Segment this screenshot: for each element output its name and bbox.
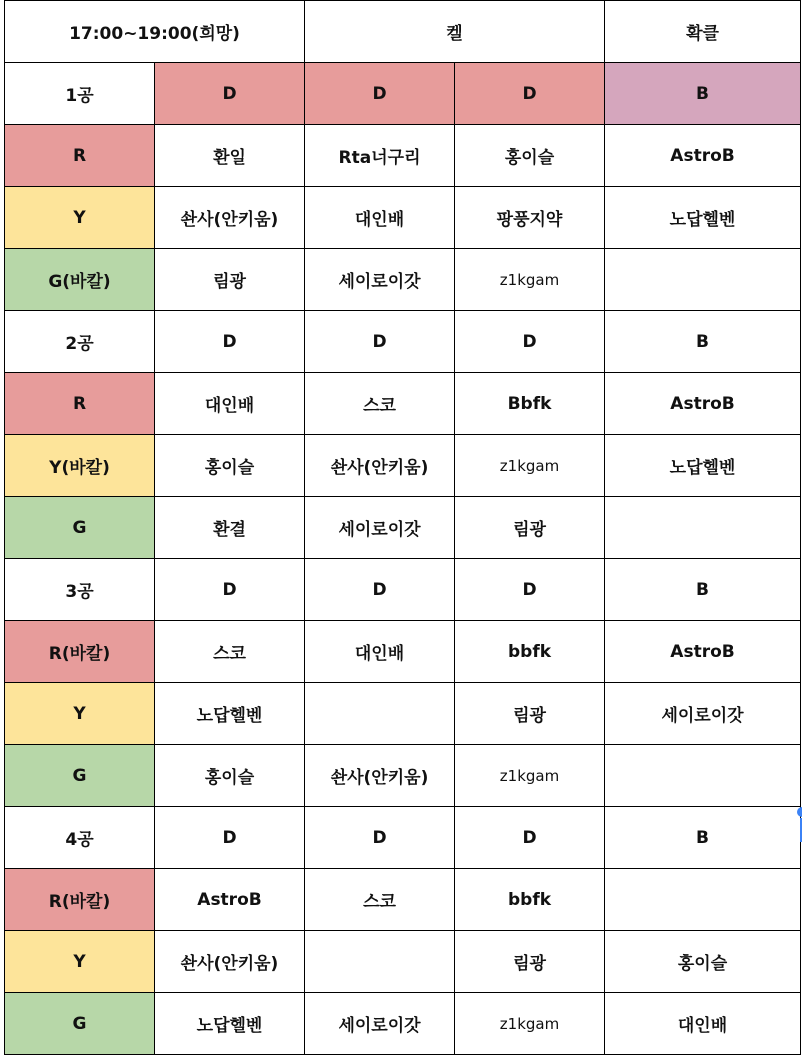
member-cell[interactable] (605, 497, 801, 559)
member-cell[interactable]: 림광 (455, 931, 605, 993)
party-label[interactable]: G (5, 993, 155, 1055)
member-cell[interactable]: bbfk (455, 869, 605, 931)
party-row (5, 931, 801, 993)
member-cell[interactable]: 림광 (455, 497, 605, 559)
raid-group-row (5, 311, 801, 373)
member-cell[interactable]: 세이로이갓 (305, 249, 455, 311)
party-label[interactable]: Y (5, 931, 155, 993)
member-cell[interactable]: 세이로이갓 (305, 497, 455, 559)
party-label[interactable]: G (5, 745, 155, 807)
party-row (5, 745, 801, 807)
party-label[interactable]: R (5, 373, 155, 435)
difficulty-cell[interactable]: D (455, 63, 605, 125)
party-row (5, 869, 801, 931)
difficulty-cell[interactable]: D (155, 63, 305, 125)
difficulty-cell[interactable]: D (155, 559, 305, 621)
selection-handle[interactable] (797, 807, 802, 817)
member-cell[interactable] (605, 249, 801, 311)
party-row (5, 373, 801, 435)
member-cell[interactable]: 림광 (155, 249, 305, 311)
member-cell[interactable]: z1kgam (455, 435, 605, 497)
raid-group-row (5, 63, 801, 125)
difficulty-cell[interactable]: B (605, 559, 801, 621)
member-cell[interactable]: 세이로이갓 (605, 683, 801, 745)
party-label[interactable]: Y (5, 683, 155, 745)
party-label[interactable]: Y(바칼) (5, 435, 155, 497)
member-cell[interactable] (305, 931, 455, 993)
member-cell[interactable]: 스코 (155, 621, 305, 683)
member-cell[interactable]: 노답헬벤 (155, 993, 305, 1055)
member-cell[interactable] (605, 869, 801, 931)
member-cell[interactable]: 대인배 (155, 373, 305, 435)
time-slot-header[interactable]: 17:00~19:00(희망) (5, 1, 305, 63)
difficulty-cell[interactable]: D (305, 311, 455, 373)
party-row (5, 497, 801, 559)
member-cell[interactable]: 솬사(안키움) (155, 187, 305, 249)
difficulty-cell[interactable]: D (155, 807, 305, 869)
difficulty-cell[interactable]: B (605, 807, 801, 869)
member-cell[interactable]: 솬사(안키움) (305, 435, 455, 497)
difficulty-cell[interactable]: D (455, 311, 605, 373)
party-label[interactable]: R(바칼) (5, 869, 155, 931)
member-cell[interactable]: 환일 (155, 125, 305, 187)
member-cell[interactable]: 스코 (305, 373, 455, 435)
raid-group-label[interactable]: 3공 (5, 559, 155, 621)
difficulty-cell[interactable]: B (605, 311, 801, 373)
member-cell[interactable]: z1kgam (455, 745, 605, 807)
party-row (5, 249, 801, 311)
difficulty-cell[interactable]: D (305, 559, 455, 621)
party-label[interactable]: G (5, 497, 155, 559)
party-row (5, 187, 801, 249)
raid-schedule-table (4, 0, 801, 1055)
member-cell[interactable]: 홍이슬 (155, 435, 305, 497)
member-cell[interactable]: 스코 (305, 869, 455, 931)
party-label[interactable]: R(바칼) (5, 621, 155, 683)
raid-group-label[interactable]: 1공 (5, 63, 155, 125)
member-cell[interactable] (305, 683, 455, 745)
raid-group-label[interactable]: 4공 (5, 807, 155, 869)
raid-group-row (5, 807, 801, 869)
raid-group-row (5, 559, 801, 621)
member-cell[interactable]: AstroB (605, 373, 801, 435)
party-row (5, 435, 801, 497)
raid-hwakkeul-header[interactable]: 확클 (605, 1, 801, 63)
difficulty-cell[interactable]: D (455, 807, 605, 869)
member-cell[interactable]: 환결 (155, 497, 305, 559)
schedule-body (5, 1, 801, 1055)
member-cell[interactable]: AstroB (605, 125, 801, 187)
member-cell[interactable]: 노답헬벤 (155, 683, 305, 745)
member-cell[interactable]: 팡풍지약 (455, 187, 605, 249)
member-cell[interactable]: 홍이슬 (605, 931, 801, 993)
party-label[interactable]: G(바칼) (5, 249, 155, 311)
difficulty-cell[interactable]: D (155, 311, 305, 373)
difficulty-cell[interactable]: D (305, 807, 455, 869)
member-cell[interactable]: 솬사(안키움) (305, 745, 455, 807)
party-label[interactable]: Y (5, 187, 155, 249)
member-cell[interactable]: 림광 (455, 683, 605, 745)
party-row (5, 993, 801, 1055)
member-cell[interactable] (605, 745, 801, 807)
member-cell[interactable]: 홍이슬 (155, 745, 305, 807)
header-row (5, 1, 801, 63)
member-cell[interactable]: 노답헬벤 (605, 187, 801, 249)
party-label[interactable]: R (5, 125, 155, 187)
party-row (5, 621, 801, 683)
difficulty-cell[interactable]: D (455, 559, 605, 621)
member-cell[interactable]: AstroB (605, 621, 801, 683)
member-cell[interactable]: 홍이슬 (455, 125, 605, 187)
member-cell[interactable]: AstroB (155, 869, 305, 931)
raid-group-label[interactable]: 2공 (5, 311, 155, 373)
member-cell[interactable]: z1kgam (455, 249, 605, 311)
party-row (5, 683, 801, 745)
member-cell[interactable]: bbfk (455, 621, 605, 683)
member-cell[interactable]: Bbfk (455, 373, 605, 435)
difficulty-cell[interactable]: B (605, 63, 801, 125)
difficulty-cell[interactable]: D (305, 63, 455, 125)
member-cell[interactable]: 솬사(안키움) (155, 931, 305, 993)
member-cell[interactable]: 대인배 (305, 621, 455, 683)
member-cell[interactable]: Rta너구리 (305, 125, 455, 187)
member-cell[interactable]: 노답헬벤 (605, 435, 801, 497)
member-cell[interactable]: 대인배 (305, 187, 455, 249)
member-cell[interactable]: 대인배 (605, 993, 801, 1055)
party-row (5, 125, 801, 187)
member-cell[interactable]: z1kgam (455, 993, 605, 1055)
raid-kel-header[interactable]: 켈 (305, 1, 605, 63)
member-cell[interactable]: 세이로이갓 (305, 993, 455, 1055)
